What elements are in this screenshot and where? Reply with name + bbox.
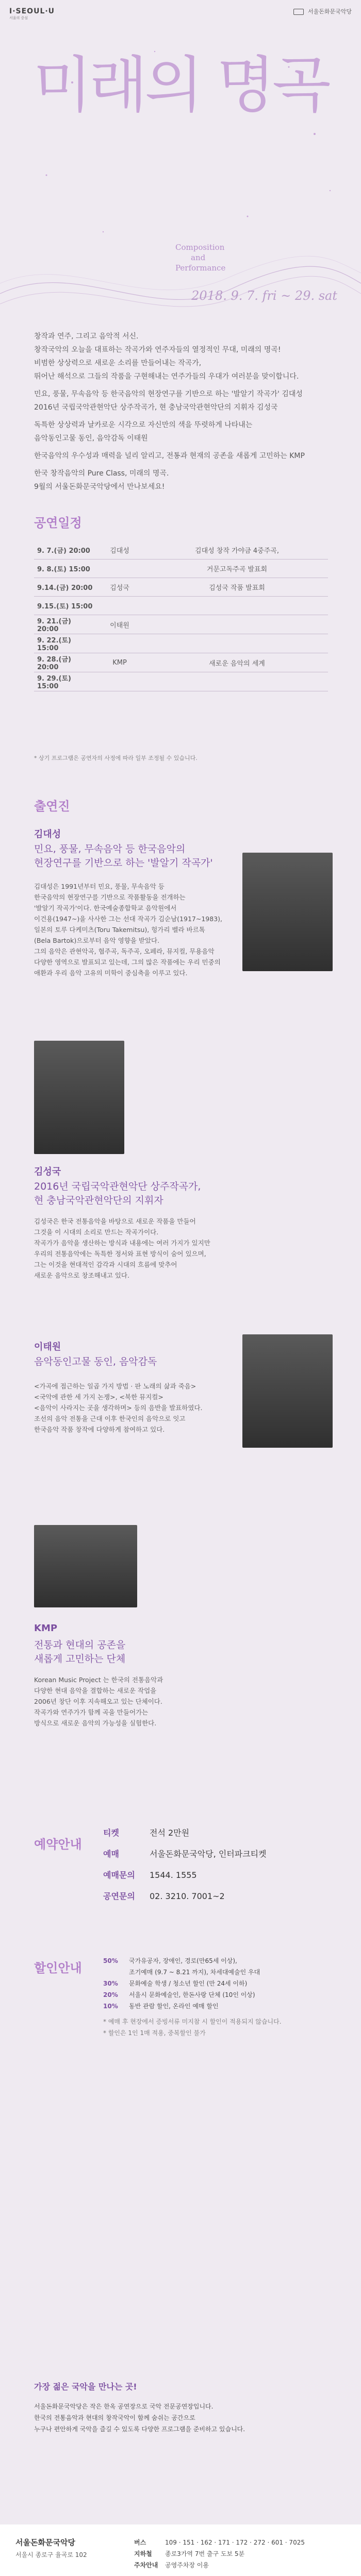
schedule-row — [34, 560, 328, 578]
artist-1-lead: 민요, 풍물, 무속음악 등 한국음악의 현장연구를 기반으로 하는 '발알기 작곡가' — [34, 843, 213, 869]
schedule-date: 9. 22.(토) 15:00 — [34, 634, 93, 653]
schedule-row — [34, 541, 328, 560]
closing-body: 서울돈화문국악당은 작은 한옥 공연장으로 국악 전문공연장입니다. 한국의 전통음악과 현대의 창작국악이 함께 숨쉬는 공간으로 누구나 편안하게 국악을 즐길 수 있도록 다양한 프로그램을 준비하고 있습니다. — [34, 2403, 245, 2433]
artists-title: 출연진 — [34, 799, 70, 814]
org-emblem-icon — [293, 9, 304, 15]
booking-title: 예약안내 — [34, 1837, 82, 1852]
artist-4-body: Korean Music Project 는 한국의 전통음악과 다양한 현대 음악을 결합하는 새로운 작업을 2006년 창단 이후 지속해오고 있는 단체이다. 작곡가와 연주가가 함께 곡을 만들어가는 방식으로 새로운 음악의 가능성을 실험한다. — [34, 1676, 163, 1727]
artist-4-lead: 전통과 현대의 공존을 새롭게 고민하는 단체 — [34, 1639, 126, 1665]
schedule-program: 거문고독주곡 발표회 — [146, 560, 328, 578]
schedule-row — [34, 597, 328, 615]
schedule-date: 9.15.(토) 15:00 — [34, 597, 93, 615]
schedule-row — [34, 634, 328, 653]
venue-address: 서울시 종로구 율곡로 102 — [15, 2551, 87, 2558]
schedule-date: 9. 28.(금) 20:00 — [34, 653, 93, 672]
artist-1-photo — [242, 853, 333, 971]
schedule-program: 김성국 작품 발표회 — [146, 578, 328, 597]
schedule-date: 9.14.(금) 20:00 — [34, 578, 93, 597]
discount-title: 할인안내 — [34, 1961, 82, 1975]
artist-3-body: <가곡에 접근하는 일곱 가지 방법 · 판 노래의 삶과 죽음> <국악에 관한 세 가지 논쟁>, <북한 뮤지컬> <음악이 사라지는 곳을 생각하며> 등의 음반을 발표하였다. 조선의 음악 전통을 근대 이후 한국인의 음악으로 잇고 한국음악 작품 창작에 다양하게 참여하고 있다. — [34, 1382, 203, 1433]
schedule-performer — [93, 634, 146, 653]
artist-3-lead: 음악동인고물 동인, 음악감독 — [34, 1356, 157, 1367]
schedule-performer: KMP — [93, 653, 146, 672]
hero-title: 미래의 명곡 — [33, 49, 328, 121]
schedule-row — [34, 672, 328, 691]
schedule-date: 9. 7.(금) 20:00 — [34, 541, 93, 560]
schedule-date: 9. 29.(토) 15:00 — [34, 672, 93, 691]
schedule-date: 9. 8.(토) 15:00 — [34, 560, 93, 578]
schedule-performer: 김대성 — [93, 541, 146, 560]
schedule-row — [34, 578, 328, 597]
schedule-program — [146, 615, 328, 634]
artist-3-photo — [242, 1334, 333, 1448]
hero-subtitle: Composition and Performance — [175, 243, 226, 273]
artist-2-body: 김성국은 한국 전통음악을 바탕으로 새로운 작품을 만들어 그것을 이 시대의 소리로 만드는 작곡가이다. 작곡가가 음악을 생산하는 방식과 내용에는 여러 가지가 있지만 우리의 전통음악에는 독특한 정서와 표현 방식이 숨어 있으며, 그는 이것을 현대적인 감각과 시대의 흐름에 맞추어 새로운 음악으로 창조해내고 있다. — [34, 1217, 210, 1279]
artist-1-name: 김대성 — [34, 829, 61, 840]
artist-4-photo — [34, 1525, 137, 1607]
closing-title: 가장 젊은 국악을 만나는 곳! — [34, 2382, 137, 2392]
schedule-performer: 이태원 — [93, 615, 146, 634]
schedule-performer: 김성국 — [93, 578, 146, 597]
schedule-program — [146, 597, 328, 615]
schedule-title: 공연일정 — [34, 516, 82, 530]
footer — [0, 2524, 361, 2576]
artist-2-lead: 2016년 국립국악관현악단 상주작곡가, 현 충남국악관현악단의 지휘자 — [34, 1181, 201, 1206]
seoul-logo: I·SEOUL·U 서울의 중심 — [9, 7, 55, 20]
schedule-row — [34, 615, 328, 634]
artist-1-body: 김대성은 1991년부터 민요, 풍물, 무속음악 등 한국음악의 현장연구를 기반으로 작품활동을 전개하는 '발알기 작곡가'이다. 한국예술종합학교 음악원에서 이건용(1947~)을 사사한 그는 선대 작곡가 김순남(1917~1983), 일본의 토루 다케미츠(Toru Takemitsu), 헝가리 벨라 바르톡 (Bela Bartok)으로부터 음악 영향을 받았다. 그의 음악은 관현악곡, 협주곡, 독주곡, 오페라, 뮤지컬, 무용음악 다양한 영역으로 발표되고 있는데, 그의 많은 작품에는 우리 민중의 애환과 우리 음악 고유의 미학이 중심축을 이루고 있다. — [34, 883, 223, 977]
schedule-program: 새로운 음악의 세계 — [146, 653, 328, 672]
org-logo: 서울돈화문국악당 — [293, 7, 352, 15]
schedule-performer — [93, 597, 146, 615]
schedule-performer — [93, 560, 146, 578]
schedule-row — [34, 653, 328, 672]
schedule-performer — [93, 672, 146, 691]
schedule-program — [146, 634, 328, 653]
discount-list: 50% 국가유공자, 장애인, 경로(만65세 이상), 조기예매 (9.7 ~ 8.21 까지), 차세대예술인 우대 30% 문화예술 학생 / 청소년 할인 (만 24세 이하) 20% 서울시 문화예술인, 한돈사랑 단체 (10인 이상) 10% 동반 관람 할인, 온라인 예매 할인 * 예매 후 현장에서 증빙서류 미지참 시 할인이 적용되지 않습니다. * 할인은 1인 1매 적용, 중복할인 불가 — [103, 1957, 282, 2037]
schedule-date: 9. 21.(금) 20:00 — [34, 615, 93, 634]
booking-info: 티켓 전석 2만원 예매 서울돈화문국악당, 인터파크티켓 예매문의 1544. 1555 공연문의 02. 3210. 7001~2 — [103, 1828, 267, 1901]
hero-date: 2018. 9. 7. fri ~ 29. sat — [191, 289, 337, 303]
artist-4-name: KMP — [34, 1623, 58, 1634]
schedule-table — [34, 541, 328, 691]
artist-2-photo — [34, 1041, 124, 1154]
schedule-note: * 상기 프로그램은 공연자의 사정에 따라 일부 조정될 수 있습니다. — [34, 755, 198, 761]
venue-name: 서울돈화문국악당 — [15, 2538, 75, 2547]
schedule-program — [146, 672, 328, 691]
schedule-program: 김대성 창작 가야금 4중주곡, — [146, 541, 328, 560]
artist-3-name: 이태원 — [34, 1342, 61, 1352]
transport-info: 버스 109 · 151 · 162 · 171 · 172 · 272 · 601 · 7025 지하철 종로3가역 7번 출구 도보 5분 주차안내 공영주차장 이용 — [134, 2539, 305, 2569]
artist-2-name: 김성국 — [34, 1166, 61, 1177]
intro-text: 창작과 연주, 그리고 음악적 서신. 창작국악의 오늘을 대표하는 작곡가와 연주자들의 열정적인 무대, 미래의 명곡! 비범한 상상력으로 새로운 소리를 만들어내는 작곡가, 뛰어난 해석으로 그들의 작품을 구현해내는 연주가들의 우대가 여러분을 맞이합니다. 민요, 풍물, 무속음악 등 한국음악의 현장연구를 기반으로 하는 '발알기 작곡가' 김대성 2016년 국립국악관현악단 상주작곡가, 현 충남국악관현악단의 지휘자 김성국 독특한 상상력과 날카로운 시각으로 자신만의 색을 뚜렷하게 나타내는 음악동인고물 동인, 음악감독 이태원 한국음악의 우수성과 매력을 널리 알리고, 전통과 현재의 공존을 새롭게 고민하는 KMP 한국 창작음악의 Pure Class, 미래의 명곡. 9월의 서울돈화문국악당에서 만나보세요! — [34, 332, 305, 491]
